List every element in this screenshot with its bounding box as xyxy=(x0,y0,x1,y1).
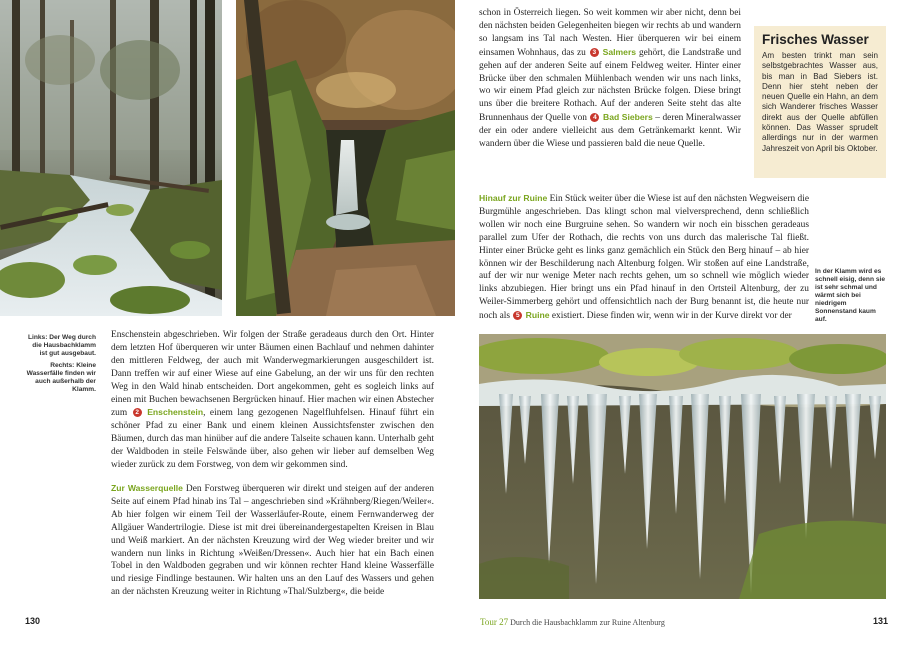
text-span: schon in Österreich liegen. So weit kommen wir aber nicht, denn bei den nächsten beiden Gelegenheiten biegen wir rechts ab und wandern so langsam ins Tal nach Westen. Hier überqueren wir bei einem einsamen Wohnhaus, das zu xyxy=(479,8,741,58)
caption-left-photo: Links: Der Weg durch die Hausbachklamm ist gut ausgebaut. xyxy=(27,334,96,357)
route-marker-2: 2 xyxy=(133,408,142,417)
text-span: Enschenstein abgeschrieben. Wir folgen der Straße geradeaus durch den Ort. Hinter dem letzten Hof überqueren wir unter Bäumen einen Bachlauf und nehmen dahinter den mittleren Feldweg, der auch mit Wanderwegmarkierungen ausgeschildert ist. Dann treffen wir auf einer Wiese auf eine Gabelung, an der wir uns für den rechten Weg in den Wald hinab entscheiden. Dort angekommen, geht es sogleich links auf einen mit Buchen bewachsenen Bergrücken hinauf. Hier machen wir einen Abstecher zum xyxy=(111,330,434,419)
route-marker-4: 4 xyxy=(590,113,599,122)
left-paragraph-1 xyxy=(111,329,434,472)
infobox-frisches-wasser xyxy=(754,26,886,178)
page-number-left: 130 xyxy=(25,616,41,626)
right-page xyxy=(455,0,910,648)
right-body-text-bottom xyxy=(479,192,809,323)
ref-bad-siebers: Bad Siebers xyxy=(602,112,653,123)
ref-ruine: Ruine xyxy=(525,310,550,321)
caption-icicles: In der Klamm wird es schnell eisig, denn sie ist sehr schmal und wärmt sich bei niedrigem Sonnenstand kaum auf. xyxy=(815,268,885,323)
text-span: – deren Mineralwasser der ein oder andere vielleicht aus dem Getränkemarkt kennt. Wir wandern über die Wiese und passieren bald die neue Quelle. xyxy=(479,113,741,150)
tour-title: Durch die Hausbachklamm zur Ruine Altenburg xyxy=(510,618,665,627)
caption-right-photo: Rechts: Kleine Wasserfälle finden wir auch außerhalb der Klamm. xyxy=(26,362,96,393)
footer-tour-info xyxy=(480,617,665,627)
heading-hinauf-zur-ruine: Hinauf zur Ruine xyxy=(479,193,548,203)
right-paragraph-2 xyxy=(479,192,809,323)
photo-captions xyxy=(26,334,96,398)
left-body-text xyxy=(111,329,434,599)
text-span: Ein Stück weiter über die Wiese ist auf den nächsten Wegweisern die Burgmühle angeschrieben. Das klingt schon mal vielversprechend, denn schließlich wollen wir noch eine Burgruine sehen. So wandern wir noch ein bisschen geradeaus parallel zum Ufer der Rothach, die rechts von uns durch das malerische Tal fließt. Hinter einer Brücke geht es links ganz gemächlich ein Stück den Berg hinauf – ab hier können wir der Beschilderung nach Altenburg folgen. Wir stoßen auf eine Landstraße, auf der wir nur wenige Meter nach rechts gehen, um so schnell wie möglich wieder links abzubiegen. Hier bringt uns ein Pfad hinauf in den Ortsteil Altenburg, der zu Weiler-Simmerberg gehört und offensichtlich nach der Burg benannt ist, die heute nur noch als xyxy=(479,194,809,322)
photo-forest-stream xyxy=(0,0,222,316)
text-span: Den Forstweg überqueren wir direkt und steigen auf der anderen Seite auf einem Pfad hinab ins Tal – angeschrieben sind »Krähnberg/Riegen/Weiler«. Ab hier folgen wir einem Teil der Wasserläufer-Route, einem Fernwanderweg der Allgäuer Wandertrilogie. Diese ist mit drei übereinandergestapelten Kreisen in Blau und Weiß markiert. An der nächsten Kreuzung wird der Weg wieder breiter und wir wandern nun links in Richtung »Weißen/Dressen«. Auch hier hat ein Bach einen Tobel in den Waldboden gegraben und wir können rechter Hand kleine Wasserfälle und riesige Findlinge bestaunen. Wir halten uns an den Lauf des Wassers und gehen an der nächsten Kreuzung weiter in Richtung »Thal/Sulzberg«, die beide xyxy=(111,483,434,598)
heading-zur-wasserquelle: Zur Wasserquelle xyxy=(111,482,183,493)
route-marker-5: 5 xyxy=(513,311,522,320)
route-marker-3: 3 xyxy=(590,48,599,57)
right-paragraph-1 xyxy=(479,7,741,151)
left-paragraph-2 xyxy=(111,482,434,599)
photo-icicles xyxy=(479,334,886,599)
infobox-title: Frisches Wasser xyxy=(762,32,869,47)
ref-enschenstein: Enschenstein xyxy=(147,407,204,418)
text-span: existiert. Diese finden wir, wenn wir in der Kurve direkt vor der xyxy=(549,311,792,322)
ref-salmers: Salmers xyxy=(602,46,637,57)
page-number-right: 131 xyxy=(873,616,889,626)
right-body-text-top xyxy=(479,7,741,151)
text-span: gehört, die Landstraße und gehen auf der anderen Seite auf einem Feldweg weiter. Hinter einer Brücke über den schmalen Mühlenbach wenden wir uns nach links, wo wir einem Pfad gleich zur nächsten Brücke folgen. Diese bringt uns über die breitere Rothach. Auf der anderen Seite steht das alte Brunnenhaus der Quelle von xyxy=(479,47,742,124)
text-span: , einem lang gezogenen Nagelfluhfelsen. Hinauf führt ein schöner Pfad zu einer Bank und einem kleinen Aussichtsfenster zwischen den Bäumen, durch das man hinüber auf die andere Talseite schauen kann. Unterhalb geht der Waldboden in steile Felswände über, also gehen wir lieber auf demselben Weg wieder zurück zu dem Forstweg, von dem wir gekommen sind. xyxy=(111,408,435,471)
photo-waterfall-gorge xyxy=(236,0,455,316)
tour-label: Tour 27 xyxy=(480,617,509,627)
infobox-text: Am besten trinkt man sein selbstgebrachtes Wasser aus, bis man in Bad Siebers ist. Denn hier steht neben der neuen Quelle ein Hahn, an dem sich Wanderer frisches Wasser direkt aus der Quelle abfüllen können. Das Wasser sprudelt allerdings nur in der warmen Jahreszeit von April bis Oktober. xyxy=(762,51,878,153)
